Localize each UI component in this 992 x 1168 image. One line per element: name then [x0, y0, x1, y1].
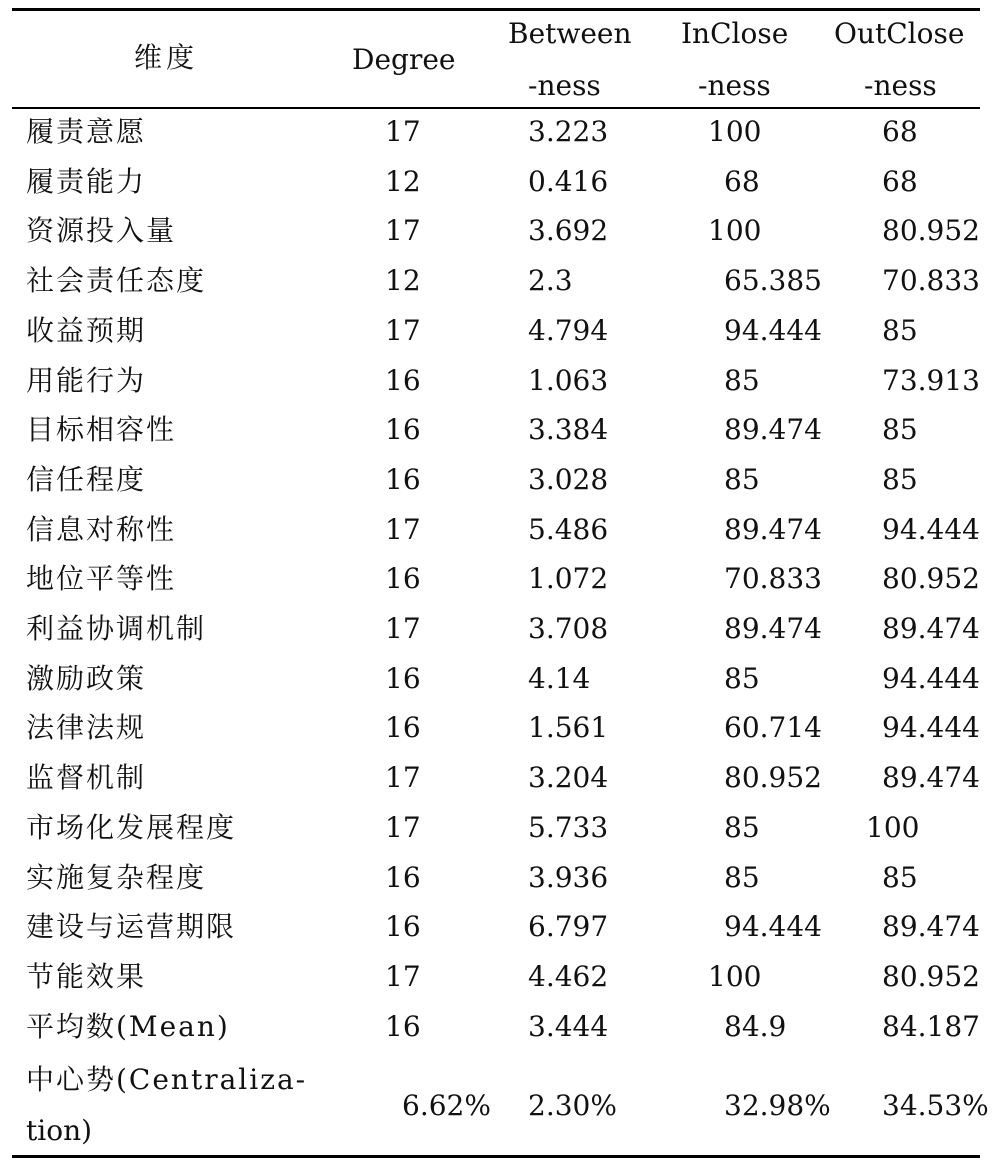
betweenness-cell: 1.072: [528, 562, 609, 595]
betweenness-cell: 4.14: [528, 662, 591, 695]
betweenness-cell: 2.3: [528, 264, 573, 297]
outclose-cell: 94.444: [882, 711, 980, 744]
table-bottom-rule: [12, 1155, 980, 1158]
betweenness-cell: 6.797: [528, 910, 609, 943]
betweenness-cell: 3.936: [528, 861, 609, 894]
outclose-cell: 73.913: [882, 364, 980, 397]
header-outclose-line1: OutClose: [834, 17, 965, 50]
inclose-cell: 89.474: [724, 513, 822, 546]
dimension-cell: 信息对称性: [26, 513, 177, 546]
inclose-cell: 89.474: [724, 612, 822, 645]
inclose-cell: 85: [724, 364, 760, 397]
outclose-cell: 80.952: [882, 562, 980, 595]
betweenness-cell: 3.692: [528, 214, 609, 247]
centralization-label-line2: tion): [26, 1114, 93, 1147]
degree-cell: 16: [385, 910, 421, 943]
betweenness-cell: 0.416: [528, 165, 609, 198]
degree-cell: 17: [385, 115, 421, 148]
outclose-cell: 84.187: [882, 1010, 980, 1043]
header-inclose-line2: -ness: [698, 69, 771, 102]
dimension-cell: 收益预期: [26, 314, 147, 347]
degree-cell: 17: [385, 513, 421, 546]
dimension-cell: 市场化发展程度: [26, 811, 237, 844]
inclose-cell: 94.444: [724, 910, 822, 943]
inclose-cell: 60.714: [724, 711, 822, 744]
degree-cell: 16: [385, 413, 421, 446]
dimension-cell: 用能行为: [26, 364, 147, 397]
table-header-rule: [12, 107, 980, 109]
betweenness-cell: 4.462: [528, 960, 609, 993]
degree-cell: 17: [385, 811, 421, 844]
degree-cell: 16: [385, 562, 421, 595]
outclose-cell: 80.952: [882, 960, 980, 993]
outclose-cell: 89.474: [882, 910, 980, 943]
betweenness-cell: 5.486: [528, 513, 609, 546]
degree-cell: 17: [385, 761, 421, 794]
inclose-cell: 84.9: [724, 1010, 787, 1043]
degree-cell: 16: [385, 662, 421, 695]
dimension-cell: 履责意愿: [26, 115, 147, 148]
betweenness-cell: 1.063: [528, 364, 609, 397]
outclose-cell: 89.474: [882, 612, 980, 645]
outclose-cell: 85: [882, 314, 918, 347]
dimension-cell: 法律法规: [26, 711, 147, 744]
degree-cell: 17: [385, 314, 421, 347]
inclose-cell: 85: [724, 811, 760, 844]
dimension-cell: 激励政策: [26, 662, 147, 695]
inclose-cell: 100: [708, 115, 762, 148]
outclose-cell: 94.444: [882, 662, 980, 695]
betweenness-cell: 5.733: [528, 811, 609, 844]
inclose-cell: 89.474: [724, 413, 822, 446]
degree-cell: 17: [385, 960, 421, 993]
degree-cell: 12: [385, 264, 421, 297]
inclose-cell: 65.385: [724, 264, 822, 297]
table-top-rule: [12, 8, 980, 11]
centralization-inclose: 32.98%: [724, 1089, 831, 1122]
inclose-cell: 85: [724, 662, 760, 695]
centralization-label-line1: 中心势(Centraliza-: [26, 1063, 308, 1096]
degree-cell: 17: [385, 214, 421, 247]
header-outclose-line2: -ness: [864, 69, 937, 102]
dimension-cell: 平均数(Mean): [26, 1010, 230, 1043]
dimension-cell: 节能效果: [26, 960, 147, 993]
dimension-cell: 履责能力: [26, 165, 147, 198]
outclose-cell: 70.833: [882, 264, 980, 297]
inclose-cell: 70.833: [724, 562, 822, 595]
betweenness-cell: 1.561: [528, 711, 609, 744]
centralization-degree: 6.62%: [402, 1089, 491, 1122]
dimension-cell: 建设与运营期限: [26, 910, 237, 943]
betweenness-cell: 3.384: [528, 413, 609, 446]
degree-cell: 16: [385, 364, 421, 397]
inclose-cell: 100: [708, 214, 762, 247]
outclose-cell: 89.474: [882, 761, 980, 794]
header-betweenness-line2: -ness: [528, 69, 601, 102]
header-betweenness-line1: Between: [508, 17, 632, 50]
outclose-cell: 68: [882, 115, 918, 148]
degree-cell: 16: [385, 711, 421, 744]
outclose-cell: 85: [882, 463, 918, 496]
dimension-cell: 利益协调机制: [26, 612, 207, 645]
betweenness-cell: 4.794: [528, 314, 609, 347]
header-dimension: 维度: [134, 41, 199, 74]
dimension-cell: 资源投入量: [26, 214, 177, 247]
betweenness-cell: 3.204: [528, 761, 609, 794]
dimension-cell: 社会责任态度: [26, 264, 207, 297]
betweenness-cell: 3.028: [528, 463, 609, 496]
inclose-cell: 85: [724, 463, 760, 496]
betweenness-cell: 3.708: [528, 612, 609, 645]
dimension-cell: 目标相容性: [26, 413, 177, 446]
degree-cell: 16: [385, 1010, 421, 1043]
degree-cell: 17: [385, 612, 421, 645]
outclose-cell: 68: [882, 165, 918, 198]
dimension-cell: 信任程度: [26, 463, 147, 496]
dimension-cell: 实施复杂程度: [26, 861, 207, 894]
dimension-cell: 地位平等性: [26, 562, 177, 595]
dimension-cell: 监督机制: [26, 761, 147, 794]
degree-cell: 16: [385, 463, 421, 496]
degree-cell: 12: [385, 165, 421, 198]
inclose-cell: 94.444: [724, 314, 822, 347]
betweenness-cell: 3.444: [528, 1010, 609, 1043]
inclose-cell: 100: [708, 960, 762, 993]
centralization-betweenness: 2.30%: [528, 1089, 617, 1122]
header-inclose-line1: InClose: [681, 17, 789, 50]
inclose-cell: 80.952: [724, 761, 822, 794]
outclose-cell: 94.444: [882, 513, 980, 546]
inclose-cell: 68: [724, 165, 760, 198]
betweenness-cell: 3.223: [528, 115, 609, 148]
outclose-cell: 85: [882, 413, 918, 446]
outclose-cell: 80.952: [882, 214, 980, 247]
outclose-cell: 100: [866, 811, 920, 844]
centralization-outclose: 34.53%: [882, 1089, 989, 1122]
degree-cell: 16: [385, 861, 421, 894]
outclose-cell: 85: [882, 861, 918, 894]
inclose-cell: 85: [724, 861, 760, 894]
header-degree: Degree: [352, 43, 456, 76]
